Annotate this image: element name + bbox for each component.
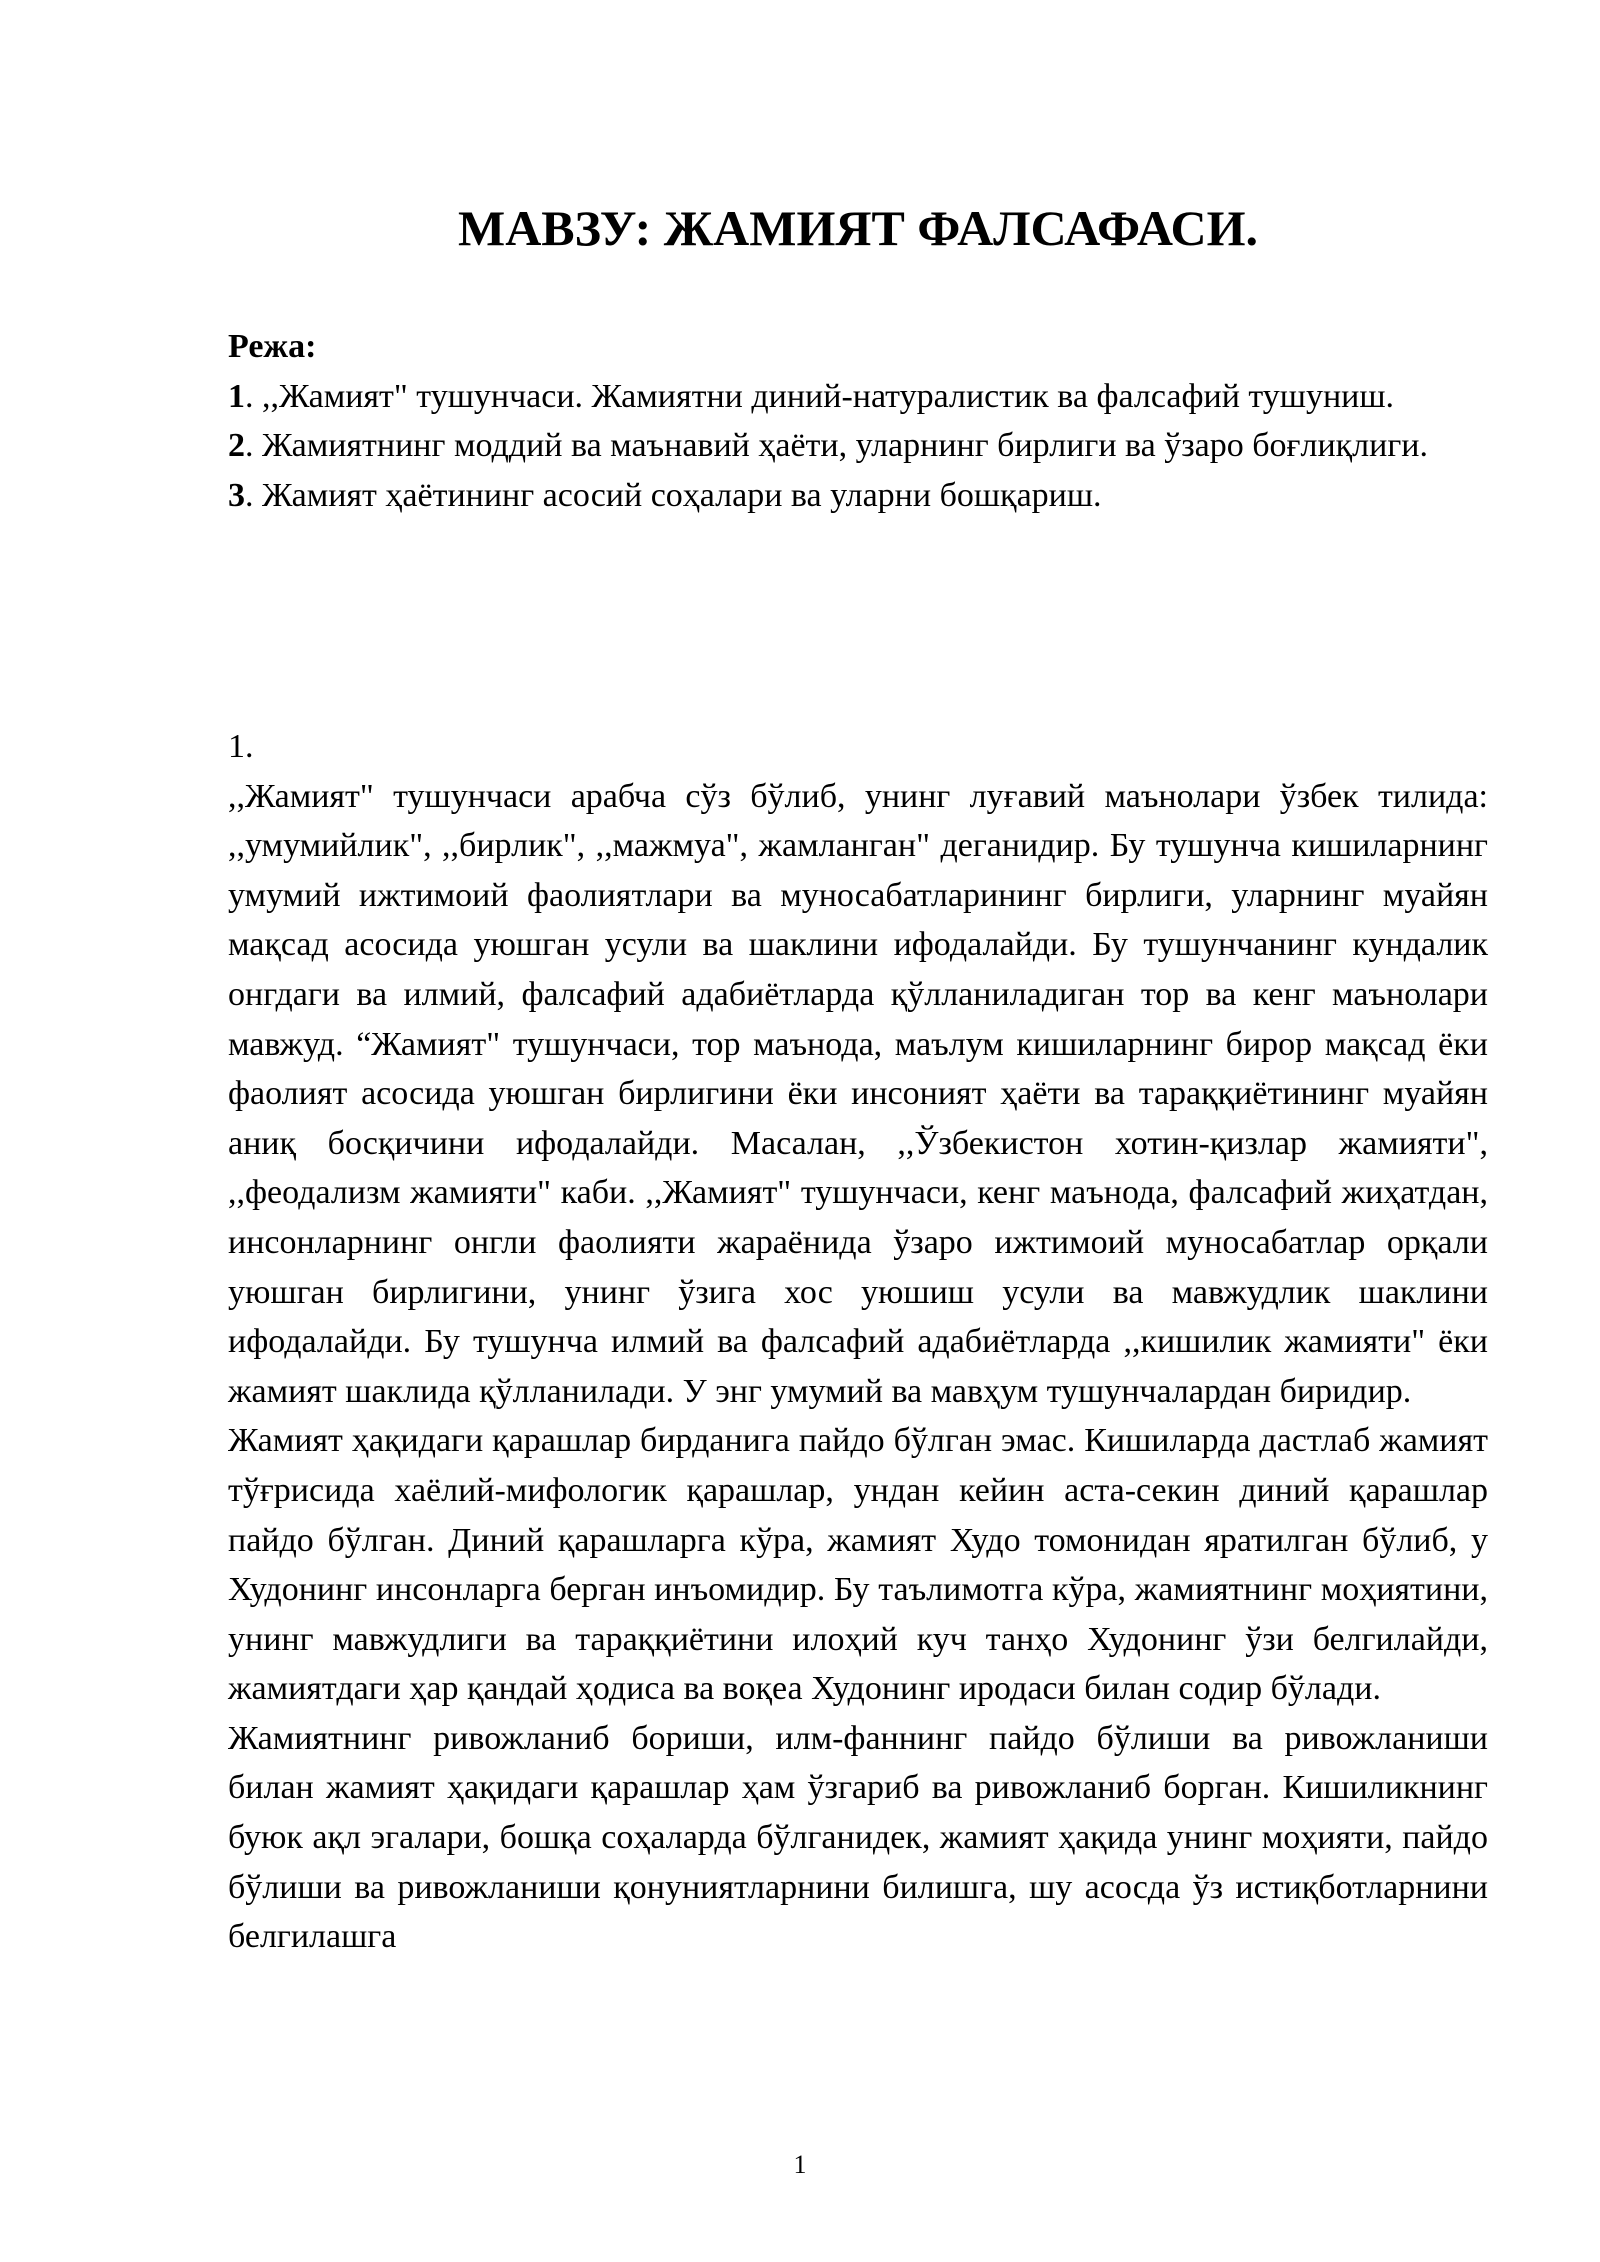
plan-item-number: 2 (228, 427, 245, 465)
page-number: 1 (793, 2150, 807, 2179)
plan-heading: Режа: (228, 328, 317, 365)
plan-item-text: . ,,Жамият" тушунчаси. Жамиятни диний-натуралистик ва фалсафий тушуниш. (245, 377, 1395, 415)
plan-item-text: . Жамиятнинг моддий ва маънавий ҳаёти, уларнинг бирлиги ва ўзаро боғлиқлиги. (245, 427, 1428, 465)
body-paragraph: ,,Жамият" тушунчаси арабча сўз бўлиб, унинг луғавий маънолари ўзбек тилида: ,,умумийлик", ,,бирлик", ,,мажмуа", жамланган" деганидир. Бу тушунча кишиларнинг умумий ижтимоий фаолиятлари ва муносабатларининг бирлиги, уларнинг муайян мақсад асосида уюшган усули ва шаклини ифодалайди. Бу тушунчанинг кундалик онгдаги ва илмий, фалсафий адабиётларда қўлланиладиган тор ва кенг маънолари мавжуд. “Жамият" тушунчаси, тор маънода, маълум кишиларнинг бирор мақсад ёки фаолият асосида уюшган бирлигини ёки инсоният ҳаёти ва тараққиётининг муайян аниқ босқичини ифодалайди. Масалан, ,,Ўзбекистон хотин-қизлар жамияти", ,,феодализм жамияти" каби. ,,Жамият" тушунчаси, кенг маънода, фалсафий жиҳатдан, инсонларнинг онгли фаолияти жараёнида ўзаро ижтимоий муносабатлар орқали уюшган бирлигини, унинг ўзига хос уюшиш усули ва мавжудлик шаклини ифодалайди. Бу тушунча илмий ва фалсафий адабиётларда ,,кишилик жамияти" ёки жамият шаклида қўлланилади. У энг умумий ва мавҳум тушунчалардан биридир. (228, 777, 1488, 1410)
plan-item-text: . Жамият ҳаётининг асосий соҳалари ва уларни бошқариш. (245, 476, 1102, 514)
plan-item-2 (228, 421, 1488, 471)
section-number: 1. (228, 728, 254, 765)
plan-item-1 (228, 372, 1488, 422)
document-title: МАВЗУ: ЖАМИЯТ ФАЛСАФАСИ. (458, 200, 1258, 256)
body-section (228, 722, 1488, 1962)
plan-item-number: 1 (228, 377, 245, 415)
body-paragraph: Жамиятнинг ривожланиб бориши, илм-фаннинг пайдо бўлиши ва ривожланиши билан жамият ҳақидаги қарашлар ҳам ўзгариб ва ривожланиб борган. Кишиликнинг буюк ақл эгалари, бошқа соҳаларда бўлганидек, жамият ҳақида унинг моҳияти, пайдо бўлиши ва ривожланиши қонуниятларнини билишга, шу асосда ўз истиқботларнини белгилашга (228, 1719, 1488, 1956)
body-paragraph: Жамият ҳақидаги қарашлар бирданига пайдо бўлган эмас. Кишиларда дастлаб жамият тўғрисида хаёлий-мифологик қарашлар, ундан кейин аста-секин диний қарашлар пайдо бўлган. Диний қарашларга кўра, жамият Худо томонидан яратилган бўлиб, у Худонинг инсонларга берган инъомидир. Бу таълимотга кўра, жамиятнинг моҳиятини, унинг мавжудлиги ва тараққиётини илоҳий куч танҳо Худонинг ўзи белгилайди, жамиятдаги ҳар қандай ҳодиса ва воқеа Худонинг иродаси билан содир бўлади. (228, 1422, 1488, 1708)
plan-item-3 (228, 471, 1488, 521)
plan-section (228, 322, 1488, 520)
plan-item-number: 3 (228, 476, 245, 514)
